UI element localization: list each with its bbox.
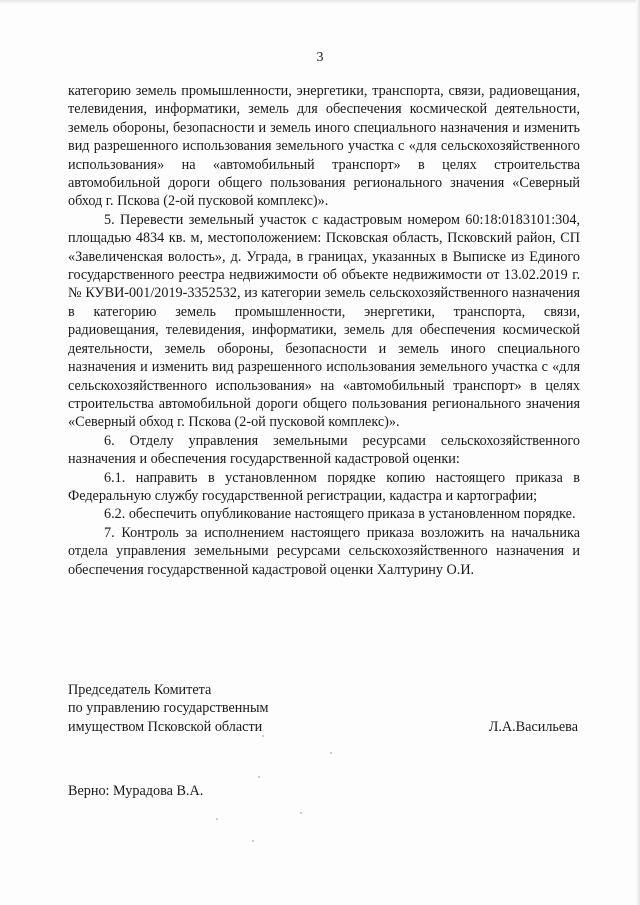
document-body bbox=[68, 82, 580, 579]
signatory-title-line-1: Председатель Комитета bbox=[68, 682, 212, 698]
signature-block bbox=[68, 681, 580, 736]
signatory-title-line-2: по управлению государственным bbox=[68, 700, 269, 717]
paragraph-item-6-2: 6.2. обеспечить опубликование настоящего приказа в установленном порядке. bbox=[104, 506, 576, 523]
scan-edge-top bbox=[0, 0, 640, 4]
paragraph-item-6: 6. Отделу управления земельными ресурсами сельскохозяйственного назначения и обеспечения государственной кадастровой оценки: bbox=[68, 432, 580, 468]
paragraph-item-6-1: 6.1. направить в установленном порядке копию настоящего приказа в Федеральную службу государственной регистрации, кадастра и картографии; bbox=[68, 469, 580, 504]
paragraph-item-7: 7. Контроль за исполнением настоящего приказа возложить на начальника отдела управления земельными ресурсами сельскохозяйственного назначения и обеспечения государственной кадастровой оценки Халтурину О.И. bbox=[68, 524, 580, 578]
scan-speck bbox=[216, 818, 218, 820]
scan-speck bbox=[252, 840, 254, 842]
signatory-title-line-3: имуществом Псковской области bbox=[68, 718, 263, 735]
certified-copy-note: Верно: Мурадова В.А. bbox=[68, 783, 204, 799]
scan-edge-right bbox=[636, 0, 640, 905]
scan-speck bbox=[330, 752, 332, 754]
scan-speck bbox=[262, 735, 264, 737]
scan-speck bbox=[258, 776, 260, 778]
page-number: 3 bbox=[316, 50, 324, 65]
paragraph-continuation: категорию земель промышленности, энергетики, транспорта, связи, радиовещания, телевидения, информатики, земель для обеспечения космической деятельности, земель обороны, безопасности и земель иного специального назначения и изменить вид разрешенного использования земельного участка с «для сельскохозяйственного использования» на «автомобильный транспорт» в целях строительства автомобильной дороги общего пользования регионального значения «Северный обход г. Пскова (2-ой пусковой комплекс)». bbox=[68, 83, 580, 210]
paragraph-item-5: 5. Перевести земельный участок с кадастровым номером 60:18:0183101:304, площадью 4834 кв. м, местоположением: Псковская область, Псковский район, СП «Завеличенская волость», д. Уграда, в границах, указанных в Выписке из Единого государственного реестра недвижимости об объекте недвижимости от 13.02.2019 г. № КУВИ-001/2019-3352532, из категории земель сельскохозяйственного назначения в категорию земель промышленности, энергетики, транспорта, связи, радиовещания, телевидения, информатики, земель для обеспечения космической деятельности, земель обороны, безопасности и земель иного специального назначения и изменить вид разрешенного использования земельного участка с «для сельскохозяйственного использования» на «автомобильный транспорт» в целях строительства автомобильной дороги общего пользования регионального значения «Северный обход г. Пскова (2-ой пусковой комплекс)». bbox=[68, 211, 580, 431]
scan-speck bbox=[300, 812, 302, 814]
signatory-name: Л.А.Васильева bbox=[488, 718, 578, 735]
